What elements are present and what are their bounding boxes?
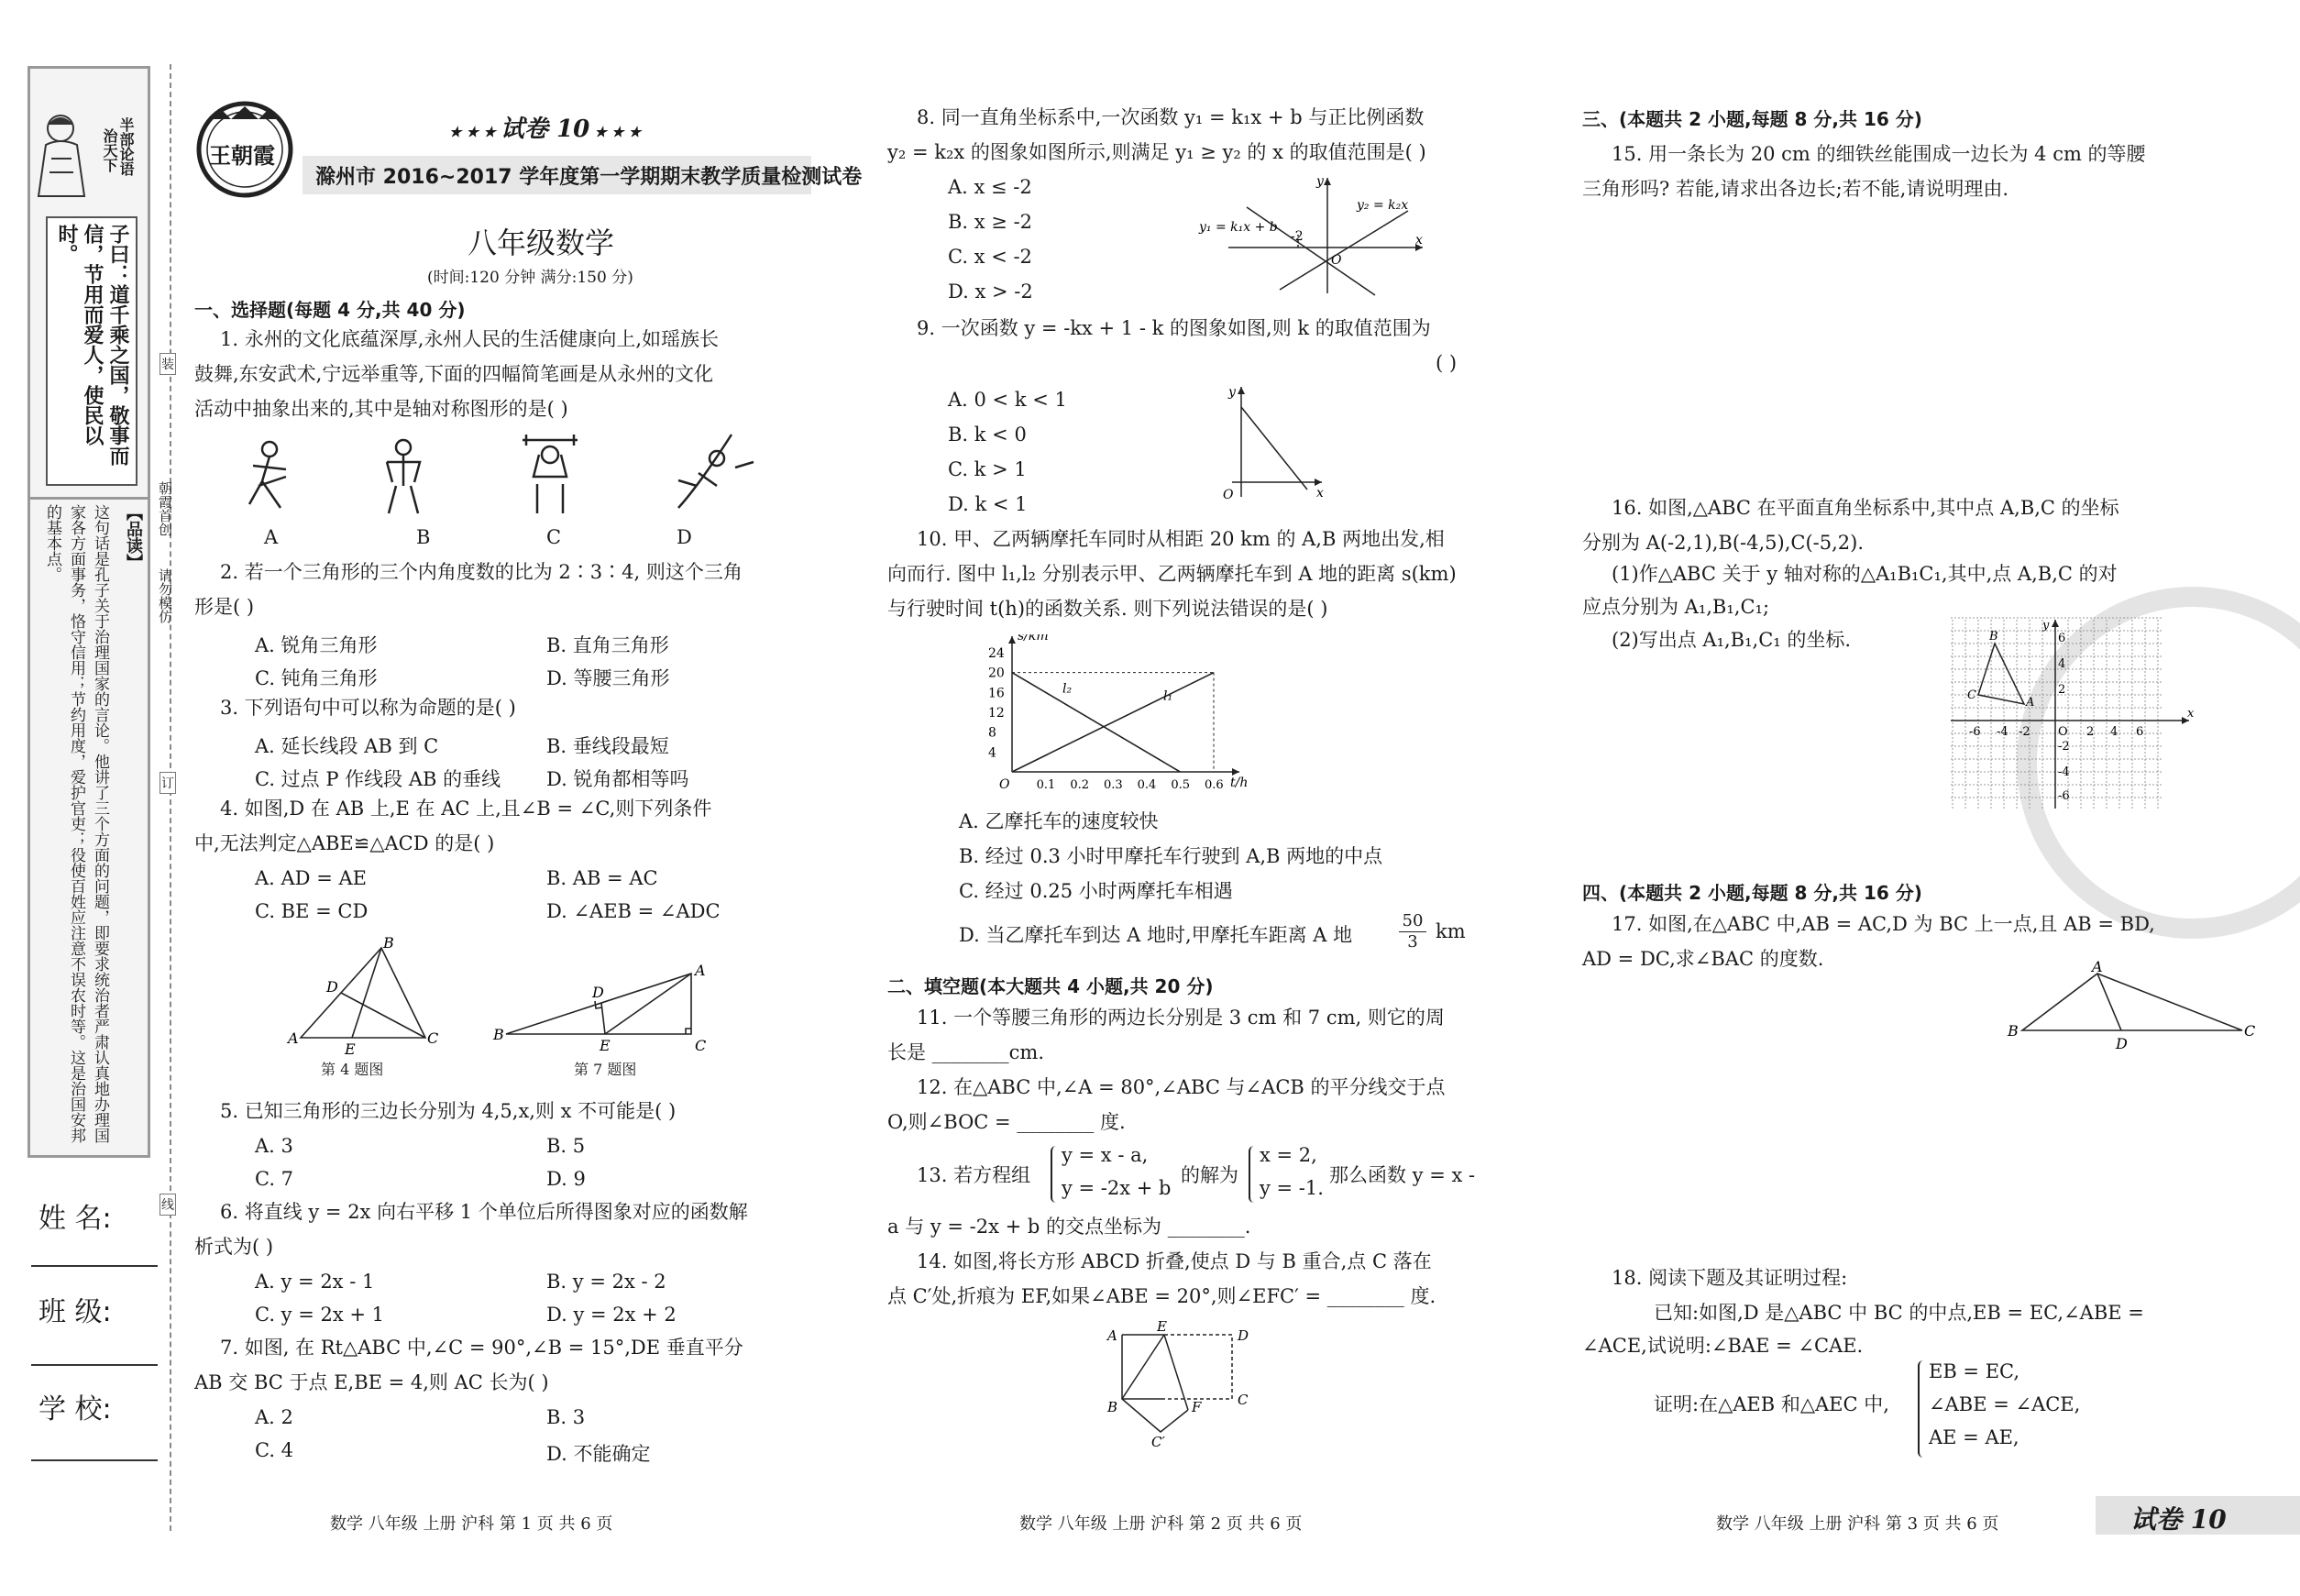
q10-opt-b: B. 经过 0.3 小时甲摩托车行驶到 A,B 两地的中点: [959, 845, 1383, 867]
q8-fig-m2: -2: [1291, 229, 1304, 244]
fig7-caption: 第 7 题图: [574, 1061, 637, 1078]
confucius-figure: [33, 108, 97, 200]
q10-chart: [981, 634, 1256, 803]
chart-series-line: [1012, 673, 1180, 772]
figure-q9: [1219, 383, 1329, 506]
svg-text:-4: -4: [1997, 725, 2008, 739]
svg-text:E: E: [600, 1037, 611, 1054]
q18-sys-a: EB = EC,: [1929, 1360, 2020, 1382]
svg-text:-6: -6: [2058, 789, 2070, 803]
chart-y-tick-label: 16: [988, 686, 1005, 701]
q4-opt-d: D. ∠AEB = ∠ADC: [546, 900, 721, 922]
q13-sys2-a: x = 2,: [1260, 1144, 1317, 1166]
q2-opt-b: B. 直角三角形: [546, 634, 669, 656]
q13-brace-2: [1249, 1146, 1258, 1203]
svg-text:A: A: [695, 963, 706, 979]
svg-text:E: E: [1157, 1320, 1167, 1335]
chart-series-label: l₁: [1163, 688, 1173, 704]
svg-text:C′: C′: [1151, 1434, 1165, 1448]
svg-text:A: A: [288, 1029, 299, 1047]
svg-text:B: B: [1107, 1399, 1118, 1415]
page-3-footer: 数学 八年级 上册 沪科 第 3 页 共 6 页: [1716, 1514, 1999, 1534]
q1-label-b: B: [416, 526, 431, 548]
chart-x-tick-label: 0.1: [1036, 778, 1056, 792]
svg-text:6: 6: [2136, 725, 2144, 739]
q2-line1: 2. 若一个三角形的三个内角度数的比为 2∶3∶4, 则这个三角: [220, 561, 743, 583]
q15-line2: 三角形吗? 若能,请求出各边长;若不能,请说明理由.: [1582, 178, 2009, 200]
q15-line1: 15. 用一条长为 20 cm 的细铁丝能围成一边长为 4 cm 的等腰: [1612, 143, 2146, 165]
svg-text:D: D: [2116, 1035, 2128, 1052]
chart-series-label: l₂: [1062, 681, 1073, 697]
q16-line5: (2)写出点 A₁,B₁,C₁ 的坐标.: [1612, 629, 1852, 651]
chart-x-label: t/h: [1230, 776, 1249, 790]
svg-text:x: x: [1316, 486, 1324, 501]
figure-q7: [491, 963, 721, 1058]
q8-fig-y2: y₂ = k₂x: [1357, 198, 1409, 213]
quote-main: 子曰：道千乘之国，敬事而信，节用而爱人，使民以时。: [55, 224, 129, 466]
motto-small-1: 半部论语: [117, 117, 135, 176]
q7-line1: 7. 如图, 在 Rt△ABC 中,∠C = 90°,∠B = 15°,DE 垂直平分: [220, 1337, 743, 1359]
svg-text:C: C: [1967, 688, 1976, 702]
q2-line2: 形是( ): [194, 596, 255, 618]
q16-line2: 分别为 A(-2,1),B(-4,5),C(-5,2).: [1582, 532, 1865, 554]
field-class-label: 班 级:: [39, 1296, 112, 1328]
q6-opt-d: D. y = 2x + 2: [546, 1304, 677, 1326]
chart-y-tick-label: 24: [988, 646, 1005, 661]
figure-q14: [1104, 1320, 1269, 1452]
svg-text:C: C: [1238, 1392, 1249, 1408]
star-icon: ★ ★ ★: [589, 124, 642, 140]
q18-line3: ∠ACE,试说明:∠BAE = ∠CAE.: [1582, 1335, 1864, 1357]
q8-opt-d: D. x > -2: [948, 281, 1033, 303]
page-1-footer: 数学 八年级 上册 沪科 第 1 页 共 6 页: [330, 1514, 613, 1534]
svg-text:4: 4: [2058, 657, 2066, 671]
q4-line1: 4. 如图,D 在 AB 上,E 在 AC 上,且∠B = ∠C,则下列条件: [220, 798, 712, 820]
q4-line2: 中,无法判定△ABE≌△ACD 的是( ): [194, 832, 495, 854]
q9-opt-a: A. 0 < k < 1: [948, 389, 1067, 411]
q18-sys-b: ∠ABE = ∠ACE,: [1929, 1393, 2081, 1415]
motto-small-2: 治天下: [101, 128, 118, 172]
chart-y-label: s/km: [1018, 634, 1049, 644]
binding-mark-2: 订: [160, 772, 176, 794]
svg-text:O: O: [1223, 488, 1234, 502]
chart-y-arrow: [1008, 636, 1016, 644]
field-class-line[interactable]: [31, 1364, 158, 1366]
q10-frac-den: 3: [1407, 932, 1418, 952]
q3-opt-d: D. 锐角都相等吗: [546, 768, 689, 790]
svg-text:-2: -2: [2058, 740, 2070, 754]
pindu-label: 【品读】: [124, 504, 143, 570]
chart-x-tick-label: 0.6: [1205, 778, 1224, 792]
q13-brace-1: [1051, 1146, 1060, 1203]
field-school-label: 学 校:: [39, 1393, 112, 1425]
q10-chart-svg: [981, 634, 1256, 799]
binding-note-1: 朝霞首创: [157, 481, 173, 536]
fig4-caption: 第 4 题图: [321, 1061, 384, 1078]
field-name-line[interactable]: [31, 1265, 158, 1267]
svg-text:A: A: [2092, 961, 2103, 975]
chart-x-tick-label: 0.3: [1104, 778, 1123, 792]
q13-sys1-b: y = -2x + b: [1062, 1177, 1172, 1199]
q17-line2: AD = DC,求∠BAC 的度数.: [1582, 948, 1824, 970]
chart-x-tick-label: 0.2: [1070, 778, 1090, 792]
q10-frac-unit: km: [1436, 920, 1466, 942]
exam-title: 滁州市 2016~2017 学年度第一学期期末教学质量检测试卷: [315, 166, 863, 189]
section-1-title: 一、选择题(每题 4 分,共 40 分): [194, 299, 466, 321]
q2-opt-d: D. 等腰三角形: [546, 667, 670, 689]
q10-opt-c: C. 经过 0.25 小时两摩托车相遇: [959, 880, 1233, 902]
q14-line2: 点 C′处,折痕为 EF,如果∠ABE = 20°,则∠EFC′ = ________ 度.: [887, 1285, 1436, 1307]
svg-text:C: C: [695, 1037, 707, 1054]
q18-line1: 18. 阅读下题及其证明过程:: [1612, 1267, 1848, 1289]
q9-line1: 9. 一次函数 y = -kx + 1 - k 的图象如图,则 k 的取值范围为: [917, 317, 1431, 339]
q10-line3: 与行驶时间 t(h)的函数关系. 则下列说法错误的是( ): [887, 598, 1328, 620]
q12-line1: 12. 在△ABC 中,∠A = 80°,∠ABC 与∠ACB 的平分线交于点: [917, 1076, 1446, 1098]
q13-suffix: 那么函数 y = x -: [1329, 1164, 1476, 1186]
q8-opt-c: C. x < -2: [948, 246, 1032, 268]
q2-opt-a: A. 锐角三角形: [255, 634, 378, 656]
q10-line1: 10. 甲、乙两辆摩托车同时从相距 20 km 的 A,B 两地出发,相: [917, 528, 1445, 550]
binding-note-2: 请勿模仿: [157, 568, 173, 623]
q8-fig-y1: y₁ = k₁x + b: [1199, 220, 1278, 235]
q5-opt-a: A. 3: [255, 1135, 293, 1157]
q6-line1: 6. 将直线 y = 2x 向右平移 1 个单位后所得图象对应的函数解: [220, 1201, 748, 1223]
q13-line2: a 与 y = -2x + b 的交点坐标为 ________.: [887, 1216, 1251, 1238]
q4-opt-a: A. AD = AE: [255, 867, 367, 889]
section-3-title: 三、(本题共 2 小题,每题 8 分,共 16 分): [1582, 108, 1922, 130]
q6-opt-c: C. y = 2x + 1: [255, 1304, 384, 1326]
chart-x-tick-label: 0.5: [1171, 778, 1191, 792]
svg-text:A: A: [1107, 1327, 1117, 1344]
q10-opt-a: A. 乙摩托车的速度较快: [959, 810, 1159, 832]
chart-origin-label: O: [999, 777, 1010, 792]
q14-line1: 14. 如图,将长方形 ABCD 折叠,使点 D 与 B 重合,点 C 落在: [917, 1250, 1432, 1272]
chart-x-tick-label: 0.4: [1137, 778, 1157, 792]
figure-q4: [286, 935, 442, 1058]
q6-opt-b: B. y = 2x - 2: [546, 1271, 666, 1293]
q1-label-c: C: [546, 526, 562, 548]
chart-y-tick-label: 8: [988, 725, 996, 741]
svg-text:F: F: [1192, 1399, 1202, 1415]
q1-figures: [240, 431, 772, 526]
q13-prefix: 13. 若方程组: [917, 1164, 1031, 1186]
q2-opt-c: C. 钝角三角形: [255, 667, 378, 689]
q8-line2: y₂ = k₂x 的图象如图所示,则满足 y₁ ≥ y₂ 的 x 的取值范围是( ): [887, 141, 1426, 163]
svg-text:y: y: [2042, 619, 2050, 633]
svg-text:D: D: [592, 984, 604, 1001]
svg-text:2: 2: [2058, 683, 2066, 697]
section-4-title: 四、(本题共 2 小题,每题 8 分,共 16 分): [1582, 882, 1922, 904]
svg-text:B: B: [2008, 1022, 2019, 1040]
q18-brace: [1918, 1360, 1927, 1458]
svg-text:x: x: [2187, 707, 2195, 721]
q17-line1: 17. 如图,在△ABC 中,AB = AC,D 为 BC 上一点,且 AB = BD,: [1612, 913, 2155, 935]
figure-q16-grid: [1942, 616, 2198, 821]
q13-sys2-b: y = -1.: [1260, 1177, 1324, 1199]
q10-line2: 向而行. 图中 l₁,l₂ 分别表示甲、乙两辆摩托车到 A 地的距离 s(km): [887, 563, 1457, 585]
chart-y-tick-label: 12: [988, 706, 1005, 721]
q7-opt-b: B. 3: [546, 1406, 586, 1428]
q5-line1: 5. 已知三角形的三边长分别为 4,5,x,则 x 不可能是( ): [220, 1100, 677, 1122]
svg-text:4: 4: [2110, 725, 2118, 739]
svg-text:D: D: [326, 978, 338, 996]
svg-text:B: B: [383, 935, 394, 952]
logo-text: 王朝霞: [209, 142, 275, 169]
q18-line4: 证明:在△AEB 和△AEC 中,: [1654, 1393, 1889, 1415]
q1-label-a: A: [264, 526, 279, 548]
svg-text:C: C: [427, 1029, 439, 1047]
binding-mark-3: 线: [160, 1194, 176, 1216]
q18-line2: 已知:如图,D 是△ABC 中 BC 的中点,EB = EC,∠ABE =: [1654, 1302, 2144, 1324]
q1-label-d: D: [677, 526, 692, 548]
q1-line2: 鼓舞,东安武术,宁远举重等,下面的四幅简笔画是从永州的文化: [194, 363, 714, 385]
svg-text:B: B: [493, 1026, 504, 1043]
svg-text:D: D: [1238, 1327, 1249, 1344]
q8-fig-y: y: [1316, 174, 1324, 189]
binding-mark-1: 装: [160, 353, 176, 375]
q8-opt-a: A. x ≤ -2: [948, 176, 1032, 198]
corner-label: 试卷 10: [2130, 1504, 2227, 1535]
q8-line1: 8. 同一直角坐标系中,一次函数 y₁ = k₁x + b 与正比例函数: [917, 106, 1425, 128]
q3-opt-a: A. 延长线段 AB 到 C: [255, 735, 439, 757]
chart-x-arrow: [1232, 768, 1239, 776]
q10-frac-num: 50: [1399, 911, 1426, 932]
q1-line1: 1. 永州的文化底蕴深厚,永州人民的生活健康向上,如瑶族长: [220, 328, 720, 350]
q8-opt-b: B. x ≥ -2: [948, 211, 1033, 233]
q9-opt-d: D. k < 1: [948, 493, 1028, 515]
q8-fig-o: O: [1331, 253, 1342, 268]
q9-opt-b: B. k < 0: [948, 424, 1027, 446]
q5-opt-d: D. 9: [546, 1168, 586, 1190]
svg-text:O: O: [2058, 725, 2068, 739]
field-school-line[interactable]: [31, 1459, 158, 1461]
q11-line2: 长是 ________cm.: [887, 1041, 1045, 1063]
q7-opt-a: A. 2: [255, 1406, 293, 1428]
q9-line2: ( ): [1436, 352, 1458, 374]
q13-mid: 的解为: [1181, 1164, 1238, 1186]
q11-line1: 11. 一个等腰三角形的两边长分别是 3 cm 和 7 cm, 则它的周: [917, 1007, 1445, 1029]
field-name-label: 姓 名:: [39, 1203, 112, 1235]
chart-y-tick-label: 4: [988, 745, 996, 761]
svg-text:A: A: [2026, 696, 2035, 710]
paper-number: [449, 110, 641, 144]
svg-text:E: E: [345, 1040, 356, 1054]
q4-opt-b: B. AB = AC: [546, 867, 658, 889]
q7-opt-d: D. 不能确定: [546, 1443, 651, 1465]
chart-series-line: [1012, 673, 1214, 772]
binding-line: [170, 64, 171, 1531]
q7-line2: AB 交 BC 于点 E,BE = 4,则 AC 长为( ): [194, 1371, 549, 1393]
q13-sys1-a: y = x - a,: [1062, 1144, 1149, 1166]
svg-text:2: 2: [2086, 725, 2095, 739]
svg-text:B: B: [1989, 630, 1998, 644]
q3-line1: 3. 下列语句中可以称为命题的是( ): [220, 697, 516, 719]
q3-opt-b: B. 垂线段最短: [546, 735, 669, 757]
q5-opt-b: B. 5: [546, 1135, 586, 1157]
q3-opt-c: C. 过点 P 作线段 AB 的垂线: [255, 768, 501, 790]
svg-text:6: 6: [2058, 632, 2066, 645]
svg-text:-2: -2: [2019, 725, 2030, 739]
chart-y-tick-label: 20: [988, 666, 1005, 681]
star-icon: ★ ★ ★: [449, 124, 501, 140]
q9-opt-c: C. k > 1: [948, 458, 1027, 480]
q18-sys-c: AE = AE,: [1929, 1426, 2019, 1448]
svg-text:-4: -4: [2058, 765, 2070, 779]
svg-text:C: C: [2244, 1022, 2256, 1040]
q7-opt-c: C. 4: [255, 1439, 294, 1461]
q8-fig-x: x: [1415, 233, 1423, 248]
section-2-title: 二、填空题(本大题共 4 小题,共 20 分): [887, 975, 1214, 997]
q12-line2: O,则∠BOC = ________ 度.: [887, 1111, 1126, 1133]
q16-line3: (1)作△ABC 关于 y 轴对称的△A₁B₁C₁,其中,点 A,B,C 的对: [1612, 563, 2118, 585]
q5-opt-c: C. 7: [255, 1168, 294, 1190]
figure-q8: [1192, 174, 1430, 306]
svg-text:y: y: [1228, 385, 1236, 400]
q1-line3: 活动中抽象出来的,其中是轴对称图形的是( ): [194, 398, 568, 420]
q16-line4: 应点分别为 A₁,B₁,C₁;: [1582, 596, 1770, 618]
q4-opt-c: C. BE = CD: [255, 900, 369, 922]
figure-q17: [2004, 961, 2261, 1056]
q10-opt-d: D. 当乙摩托车到达 A 地时,甲摩托车距离 A 地: [959, 924, 1353, 946]
time-info: (时间:120 分钟 满分:150 分): [427, 269, 633, 287]
q10-fraction: [1399, 911, 1426, 952]
pindu-text: 这句话是孔子关于治理国家的言论。他讲了三个方面的问题，即要求统治者严肃认真地办理国家各方面事务，恪守信用；节约用度，爱护官吏；役使百姓应注意不误农时等。这是治国安邦的基本点。: [43, 504, 109, 1143]
q6-opt-a: A. y = 2x - 1: [255, 1271, 375, 1293]
paper-no-text: 试卷 10: [501, 116, 590, 143]
q6-line2: 析式为( ): [194, 1236, 274, 1258]
q16-line1: 16. 如图,△ABC 在平面直角坐标系中,其中点 A,B,C 的坐标: [1612, 497, 2119, 519]
page-2-footer: 数学 八年级 上册 沪科 第 2 页 共 6 页: [1019, 1514, 1303, 1534]
svg-text:-6: -6: [1969, 725, 1981, 739]
subject-title: 八年级数学: [468, 226, 615, 260]
